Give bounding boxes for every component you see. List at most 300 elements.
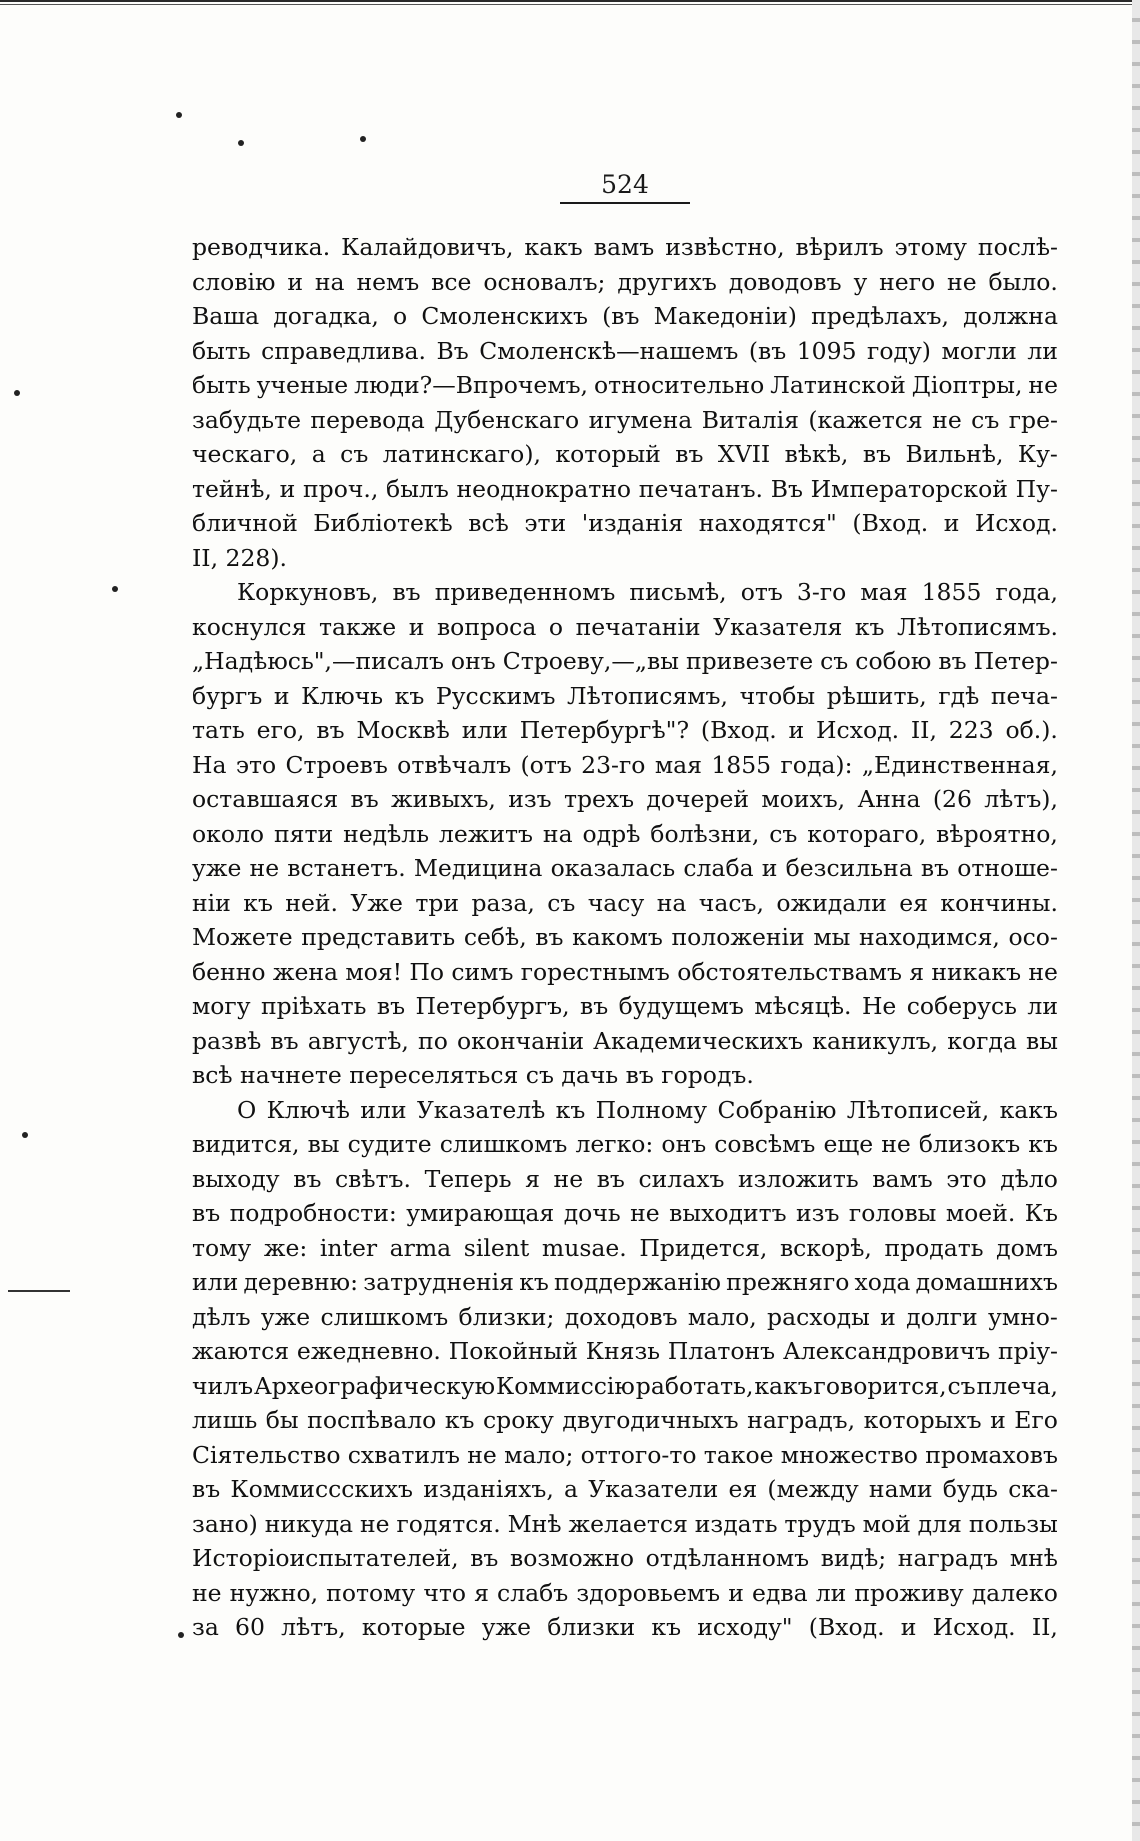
word: и <box>900 1613 917 1641</box>
word: сроку <box>482 1406 554 1434</box>
word: Дубенскаго <box>434 405 580 434</box>
word: къ <box>519 1268 549 1296</box>
word: Пу- <box>1015 474 1058 503</box>
word: изложить <box>738 1164 859 1193</box>
word: печа- <box>990 681 1058 710</box>
word: (отъ <box>520 750 572 779</box>
word: слишкомъ <box>439 1130 568 1158</box>
word: отноше- <box>957 854 1058 882</box>
word: доводовъ <box>728 267 842 296</box>
text-line <box>192 817 1058 852</box>
word: бличной <box>192 509 298 537</box>
word: другихъ <box>617 267 717 296</box>
text-line <box>192 1196 1058 1231</box>
word: ея <box>899 888 928 917</box>
word: одрѣ <box>582 819 641 848</box>
word: письмѣ, <box>629 578 727 606</box>
word: (въ <box>748 336 787 365</box>
word: 223 <box>948 716 994 744</box>
text-line <box>192 575 1058 610</box>
word: вопроса <box>436 612 537 641</box>
word: затрудненія <box>363 1268 514 1296</box>
text-line <box>192 1265 1058 1300</box>
word: онъ <box>661 1130 707 1158</box>
word: Придется, <box>639 1233 768 1262</box>
text-line <box>192 506 1058 541</box>
word: плеча, <box>976 1371 1058 1400</box>
page-number: 524 <box>560 168 690 204</box>
word: Лѣтописямъ, <box>567 681 728 710</box>
word: приведенномъ <box>434 578 616 606</box>
word: выходитъ <box>669 1199 787 1227</box>
word: Къ <box>1024 1199 1058 1227</box>
word: въ <box>938 647 967 675</box>
word: относительно <box>594 371 765 399</box>
word: основалъ; <box>483 267 606 296</box>
text-line <box>192 748 1058 783</box>
word: выходу <box>192 1164 280 1193</box>
word: говорится, <box>813 1371 947 1400</box>
word: (26 <box>932 785 972 813</box>
word: въ <box>470 1544 499 1572</box>
word: Императорской <box>810 474 1008 503</box>
word: дѣлъ <box>192 1302 251 1331</box>
word: къ <box>394 681 425 710</box>
word: не <box>359 1509 390 1538</box>
word: жаются <box>192 1337 290 1365</box>
word: латинскаго), <box>382 440 541 468</box>
word: Князь <box>585 1337 661 1365</box>
word: о <box>393 302 408 330</box>
word: мало; <box>504 1440 574 1469</box>
word: рѣшить, <box>826 681 927 710</box>
word: видится, <box>192 1130 300 1158</box>
word: ска- <box>1008 1475 1058 1503</box>
word: же: <box>263 1233 308 1262</box>
word: бургъ <box>192 681 263 710</box>
word: Библіотекѣ <box>313 509 453 537</box>
word: каникулъ, <box>812 1026 939 1055</box>
word: которыхъ <box>863 1406 982 1434</box>
ink-speck <box>22 1132 28 1138</box>
text-line <box>192 368 1058 403</box>
word: не <box>947 267 977 296</box>
word: домъ <box>996 1233 1058 1262</box>
word: находимся, <box>858 923 1000 951</box>
word: въ <box>920 854 950 882</box>
word: съ <box>947 1371 976 1400</box>
word: въ <box>580 992 609 1020</box>
word: въ <box>862 440 892 468</box>
word: все <box>431 267 472 296</box>
word: Платонъ <box>667 1337 776 1365</box>
word: здоровьемъ <box>576 1578 721 1607</box>
word: inter <box>319 1233 378 1262</box>
word: лежитъ <box>438 819 533 848</box>
word: эти <box>524 509 567 537</box>
word: „Единственная, <box>861 750 1058 779</box>
word: уже <box>481 1613 532 1641</box>
word: годятся. <box>396 1509 501 1538</box>
word: и <box>273 681 290 710</box>
word: и <box>788 716 805 744</box>
word: вы <box>307 1130 340 1158</box>
word: къ <box>243 888 273 917</box>
word: возможно <box>510 1544 635 1572</box>
word: не <box>249 854 280 882</box>
word: издать <box>694 1509 778 1538</box>
word: 1855 <box>711 750 772 779</box>
word: умно- <box>988 1302 1058 1331</box>
word: дочь <box>563 1199 621 1227</box>
word: въ <box>270 1026 299 1055</box>
text-line <box>192 1438 1058 1473</box>
word: осо- <box>1008 923 1058 951</box>
text-line <box>192 644 1058 679</box>
word: пріу- <box>998 1337 1058 1365</box>
word: въ <box>596 1164 625 1193</box>
word: Академическихъ <box>593 1026 804 1055</box>
word: положеніи <box>671 923 805 951</box>
word: Смоленскихъ <box>421 302 588 330</box>
word: представить <box>301 923 456 951</box>
word: двугодичныхъ <box>562 1406 739 1434</box>
text-line <box>192 1162 1058 1197</box>
word: тать <box>192 716 245 744</box>
word: съ <box>769 819 798 848</box>
word: въ <box>392 578 421 606</box>
word: а <box>311 440 326 468</box>
word: промаховъ <box>925 1440 1058 1469</box>
word: быть <box>192 371 251 399</box>
word: (Вход. <box>808 1613 885 1641</box>
word: об.). <box>1005 716 1058 744</box>
word: могу <box>192 992 251 1020</box>
word: оказалась <box>550 854 676 882</box>
word: или <box>461 716 508 744</box>
text-line: всѣ начнете переселяться съ дачь въ городъ. <box>192 1061 754 1089</box>
word: домашнихъ <box>915 1268 1058 1296</box>
word: и <box>761 854 778 882</box>
word: близокъ <box>918 1130 1021 1158</box>
word: ческаго, <box>192 440 298 468</box>
word: изъ <box>508 785 552 813</box>
ink-speck <box>238 140 244 146</box>
word: совсѣмъ <box>714 1130 816 1158</box>
word: около <box>192 819 265 848</box>
word: хода <box>854 1268 911 1296</box>
word: вѣкѣ, <box>784 440 849 468</box>
word: гре- <box>1008 405 1058 434</box>
text-line <box>192 403 1058 438</box>
word: Латинской <box>770 371 906 399</box>
word: оставшаяся <box>192 785 339 813</box>
word: Коммиссію <box>496 1371 635 1400</box>
word: Лѣтописей, <box>846 1095 990 1124</box>
word: Строевъ <box>285 750 388 779</box>
word: дѣло <box>1000 1164 1058 1193</box>
word: исходу" <box>697 1613 793 1641</box>
word: ли <box>1027 336 1058 365</box>
text-line <box>192 1576 1058 1611</box>
word: потому <box>326 1578 416 1607</box>
word: Археографическую <box>253 1371 496 1400</box>
word: съ <box>820 647 849 675</box>
word: Указателѣ <box>416 1095 546 1124</box>
word: было. <box>988 267 1058 296</box>
word: проч., <box>302 474 379 503</box>
word: къ <box>651 1613 682 1641</box>
word: также <box>318 612 397 641</box>
word: еще <box>823 1130 874 1158</box>
word: всѣ <box>468 509 509 537</box>
scan-top-edge <box>0 0 1140 6</box>
word: Москвѣ <box>356 716 450 744</box>
word: умирающая <box>406 1199 555 1227</box>
word: котораго, <box>807 819 927 848</box>
word: безсильна <box>785 854 913 882</box>
word: слишкомъ <box>320 1302 449 1331</box>
word: словію <box>192 267 276 296</box>
text-line <box>192 1472 1058 1507</box>
word: и <box>990 1406 1006 1434</box>
word: 23-го <box>581 750 646 779</box>
word: неоднократно <box>456 474 632 503</box>
text-line <box>192 886 1058 921</box>
word: забудьте <box>192 405 301 434</box>
word: Его <box>1014 1406 1058 1434</box>
word: уже <box>192 854 242 882</box>
word: это <box>235 750 277 779</box>
word: (Вход. <box>852 509 929 537</box>
word: ней. <box>285 888 338 917</box>
word: arma <box>389 1233 452 1262</box>
word: справедлива. <box>261 336 426 365</box>
word: мая <box>860 578 908 606</box>
text-line <box>192 1403 1058 1438</box>
word: былъ <box>386 474 449 503</box>
word: августѣ, <box>307 1026 409 1055</box>
word: Коммиссскихъ <box>230 1475 413 1503</box>
word: я <box>474 1578 489 1607</box>
word: находятся" <box>698 509 837 537</box>
text-line <box>192 299 1058 334</box>
word: Анна <box>857 785 921 813</box>
word: легко: <box>575 1130 654 1158</box>
text-line <box>192 1024 1058 1059</box>
word: чилъ <box>192 1371 254 1400</box>
text-line <box>192 1369 1058 1404</box>
word: На <box>192 750 227 779</box>
word: изъ <box>796 1199 840 1227</box>
word: схватилъ <box>347 1440 460 1469</box>
word: ли <box>815 1578 847 1607</box>
word: года, <box>995 578 1058 606</box>
word: 1095 <box>796 336 857 365</box>
word: Медицина <box>413 854 543 882</box>
word: тейнѣ, <box>192 474 272 503</box>
word: такое <box>703 1440 774 1469</box>
word: силахъ <box>638 1164 725 1193</box>
word: него <box>879 267 936 296</box>
word: и <box>880 1302 896 1331</box>
word: не <box>881 1130 911 1158</box>
word: для <box>917 1509 962 1538</box>
word: не <box>630 1199 660 1227</box>
word: Смоленскѣ—нашемъ <box>479 336 739 365</box>
word: гдѣ <box>938 681 980 710</box>
word: въ <box>316 716 345 744</box>
word: моя! <box>345 957 403 986</box>
word: оттого-то <box>580 1440 697 1469</box>
word: какомъ <box>572 923 663 951</box>
text-line <box>192 782 1058 817</box>
word: съ <box>971 405 1000 434</box>
word: ли <box>1027 992 1058 1020</box>
word: ежедневно. <box>296 1337 441 1365</box>
word: silent <box>463 1233 530 1262</box>
text-line <box>192 610 1058 645</box>
word: мой <box>862 1509 911 1538</box>
word: вѣроятно, <box>936 819 1058 848</box>
word: Македоніи) <box>653 302 797 330</box>
word: Ваша <box>192 302 260 330</box>
word: пріѣхать <box>261 992 367 1020</box>
word: не <box>467 1440 497 1469</box>
word: въ <box>350 785 379 813</box>
word: О <box>237 1095 257 1124</box>
word: проживу <box>854 1578 964 1607</box>
word: поспѣвало <box>307 1406 437 1434</box>
word: въ <box>293 1164 322 1193</box>
word: или <box>360 1095 407 1124</box>
word: у <box>853 267 868 296</box>
word: Діоптры, <box>911 371 1023 399</box>
ink-speck <box>360 136 366 142</box>
word: часу <box>587 888 645 917</box>
word: къ <box>1028 1130 1058 1158</box>
text-line <box>192 989 1058 1024</box>
word: Ку- <box>1017 440 1058 468</box>
word: быть <box>192 336 251 365</box>
word: изданіяхъ, <box>423 1475 554 1503</box>
word: Русскимъ <box>435 681 556 710</box>
word: По <box>409 957 445 986</box>
word: развѣ <box>192 1026 262 1055</box>
word: о <box>548 612 564 641</box>
word: II, <box>1031 1613 1058 1641</box>
word: не <box>1028 371 1058 399</box>
page-text <box>192 230 1058 1645</box>
word: мы <box>813 923 851 951</box>
word: могли <box>941 336 1017 365</box>
word: встанетъ. <box>287 854 406 882</box>
word: слабъ <box>497 1578 569 1607</box>
word: къ <box>555 1095 586 1124</box>
word: Теперь <box>424 1164 512 1193</box>
word: живыхъ, <box>391 785 496 813</box>
word: по <box>418 1026 448 1055</box>
text-line <box>192 437 1058 472</box>
text-line <box>192 265 1058 300</box>
word: моихъ, <box>761 785 846 813</box>
scan-right-edge <box>1132 0 1140 1841</box>
word: близки <box>547 1613 636 1641</box>
word: Виталія <box>701 405 799 434</box>
margin-mark <box>8 1290 70 1292</box>
word: три <box>415 888 460 917</box>
word: года): <box>780 750 853 779</box>
word: что <box>423 1578 467 1607</box>
word: 1855 <box>921 578 982 606</box>
word: въ <box>192 1199 221 1227</box>
word: никуда <box>264 1509 354 1538</box>
word: (кажется <box>808 405 923 434</box>
word: на <box>542 819 573 848</box>
text-line <box>192 1093 1058 1128</box>
word: 'изданія <box>581 509 684 537</box>
word: я <box>525 1164 540 1193</box>
word: Въ <box>436 336 469 365</box>
word: отвѣчалъ <box>397 750 512 779</box>
word: Сіятельство <box>192 1440 341 1469</box>
word: недѣль <box>343 819 429 848</box>
word: Петер- <box>973 647 1058 675</box>
word: XVII <box>717 440 771 468</box>
word: множество <box>780 1440 918 1469</box>
word: Строеву,—„вы <box>502 647 679 675</box>
word: и <box>728 1578 744 1607</box>
word: горестнымъ <box>520 957 670 986</box>
word: мало, <box>687 1302 757 1331</box>
word: Исход. <box>816 716 900 744</box>
word: подробности: <box>229 1199 397 1227</box>
word: II, <box>910 716 937 744</box>
word: Вильнѣ, <box>905 440 1004 468</box>
word: симъ <box>451 957 514 986</box>
word: Уже <box>350 888 403 917</box>
word: или <box>192 1268 239 1296</box>
word: Полному <box>595 1095 708 1124</box>
word: въ <box>535 923 564 951</box>
word: тому <box>192 1233 252 1262</box>
word: игумена <box>588 405 693 434</box>
word: не <box>932 405 962 434</box>
word: наградъ <box>897 1544 999 1572</box>
word: люди?—Впрочемъ, <box>354 371 589 399</box>
word: Указателя <box>713 612 843 641</box>
word: Александровичъ <box>782 1337 991 1365</box>
word: мѣсяцѣ. <box>754 992 852 1020</box>
word: съ <box>340 440 369 468</box>
word: трехъ <box>563 785 635 813</box>
word: какъ <box>754 1371 813 1400</box>
word: Не <box>861 992 897 1020</box>
word: году) <box>867 336 931 365</box>
word: будущемъ <box>618 992 744 1020</box>
word: головы <box>848 1199 937 1227</box>
word: работать, <box>635 1371 754 1400</box>
word: которые <box>361 1613 466 1641</box>
word: Ключѣ <box>266 1095 350 1124</box>
word: который <box>555 440 661 468</box>
word: вѣрилъ <box>795 233 884 261</box>
word: едва <box>751 1578 808 1607</box>
word: видѣ; <box>820 1544 887 1572</box>
word: этому <box>894 233 967 261</box>
text-line <box>192 851 1058 886</box>
word: за <box>192 1613 219 1641</box>
